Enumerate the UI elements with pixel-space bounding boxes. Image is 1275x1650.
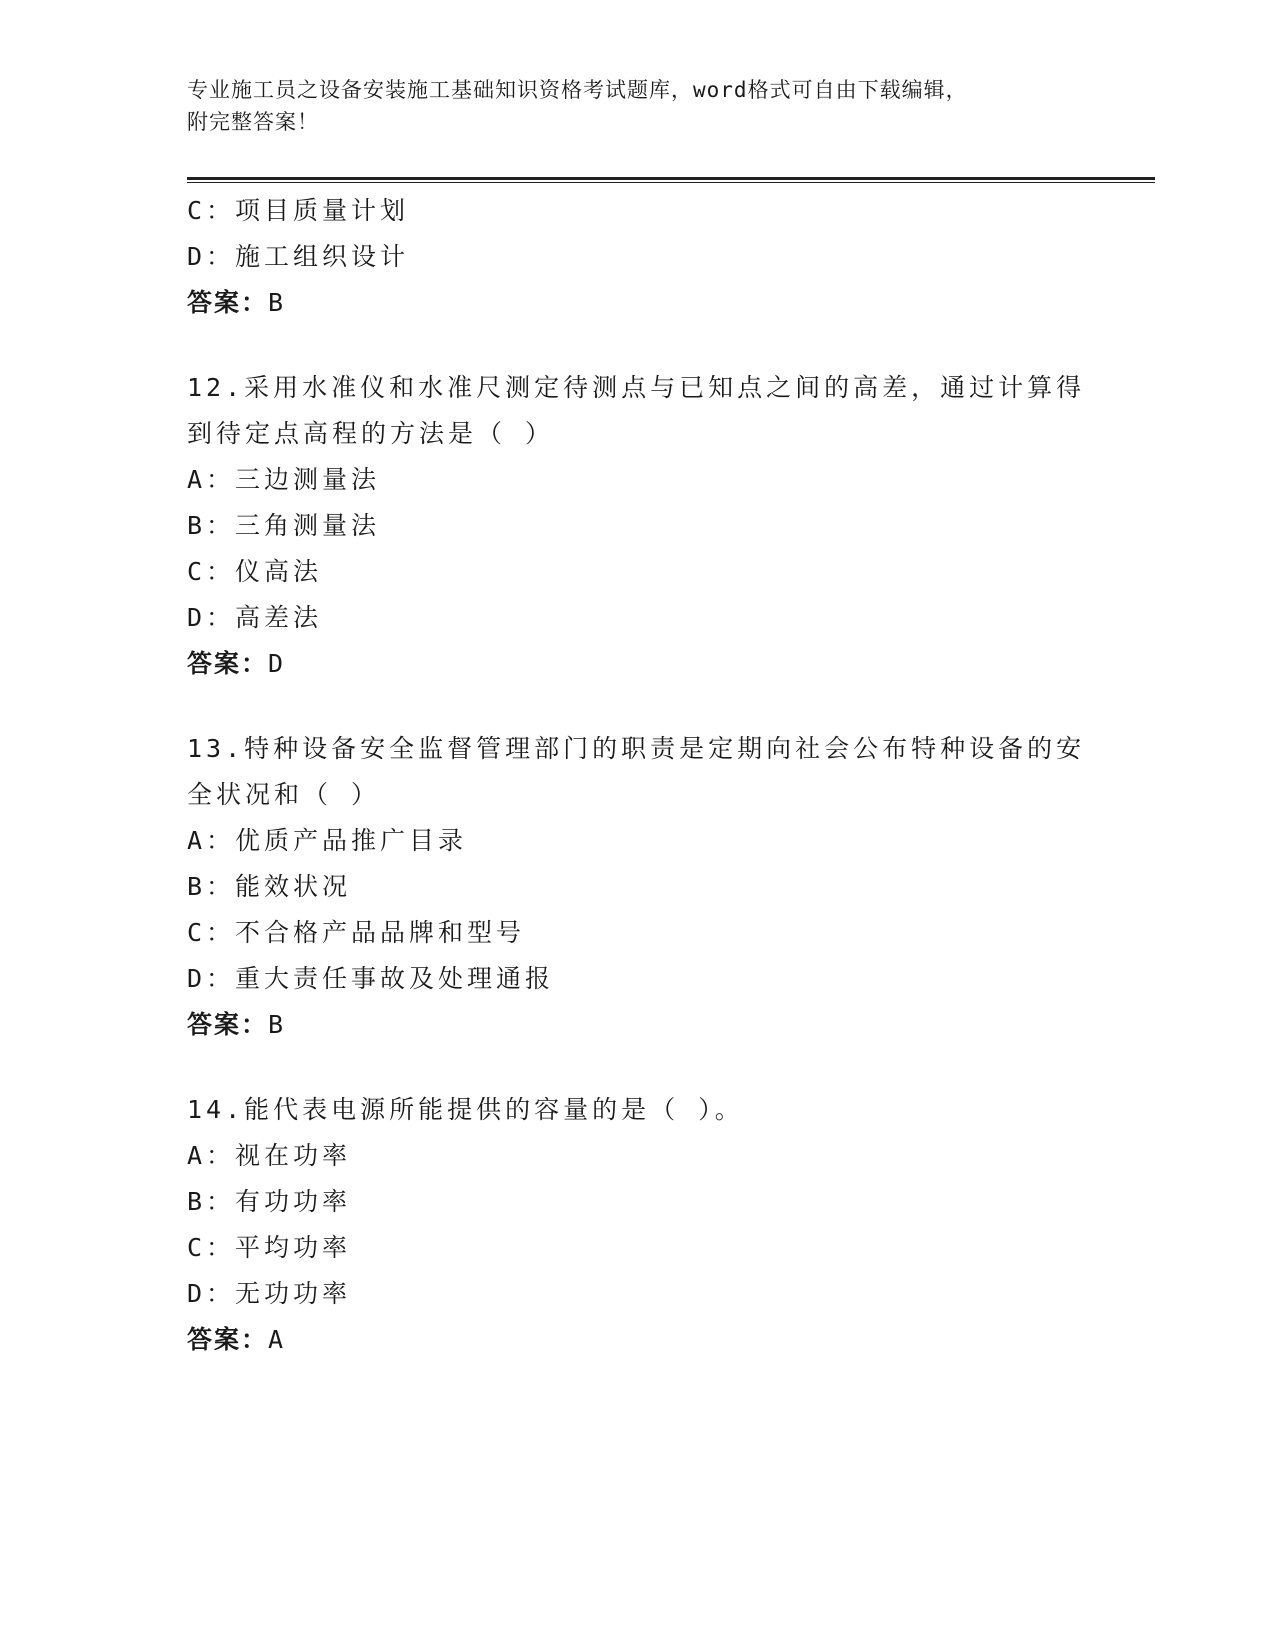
option-d: D：重大责任事故及处理通报 (187, 964, 555, 993)
answer-label: 答案： (187, 1325, 269, 1354)
option-c: C：不合格产品品牌和型号 (187, 918, 526, 947)
header-line-1: 专业施工员之设备安装施工基础知识资格考试题库，word格式可自由下载编辑， (187, 78, 968, 102)
answer-label: 答案： (187, 288, 269, 317)
option-d: D：施工组织设计 (187, 242, 410, 271)
option-b: B：能效状况 (187, 872, 352, 901)
question-list (187, 188, 1087, 1363)
header-divider-thick (187, 177, 1155, 180)
option-c: C：项目质量计划 (187, 196, 410, 225)
answer-line (187, 1317, 1087, 1363)
answer-line (187, 1002, 1087, 1048)
question-text-line: 到待定点高程的方法是（ ） (187, 419, 555, 448)
question-block-11 (187, 188, 1087, 326)
option-d: D：无功功率 (187, 1279, 352, 1308)
header-divider-thin (187, 182, 1155, 183)
answer-label: 答案： (187, 649, 269, 678)
answer-label: 答案： (187, 1010, 269, 1039)
header-line-2: 附完整答案！ (187, 110, 319, 134)
question-block-14 (187, 1087, 1087, 1363)
answer-value: D (268, 649, 288, 678)
question-text-line: 13.特种设备安全监督管理部门的职责是定期向社会公布特种设备的安 (187, 734, 1086, 763)
question-block-13 (187, 726, 1087, 1048)
option-c: C：仪高法 (187, 557, 323, 586)
document-header (187, 74, 1067, 138)
answer-line (187, 641, 1087, 687)
question-text-line: 14.能代表电源所能提供的容量的是（ ）。 (187, 1095, 744, 1124)
answer-value: B (268, 288, 288, 317)
answer-line (187, 280, 1087, 326)
option-c: C：平均功率 (187, 1233, 352, 1262)
option-d: D：高差法 (187, 603, 323, 632)
option-b: B：三角测量法 (187, 511, 381, 540)
question-text-line: 全状况和（ ） (187, 780, 381, 809)
option-a: A：三边测量法 (187, 465, 381, 494)
question-text-line: 12.采用水准仪和水准尺测定待测点与已知点之间的高差，通过计算得 (187, 373, 1086, 402)
option-a: A：视在功率 (187, 1141, 352, 1170)
answer-value: A (268, 1325, 288, 1354)
answer-value: B (268, 1010, 288, 1039)
option-a: A：优质产品推广目录 (187, 826, 468, 855)
option-b: B：有功功率 (187, 1187, 352, 1216)
question-block-12 (187, 365, 1087, 687)
